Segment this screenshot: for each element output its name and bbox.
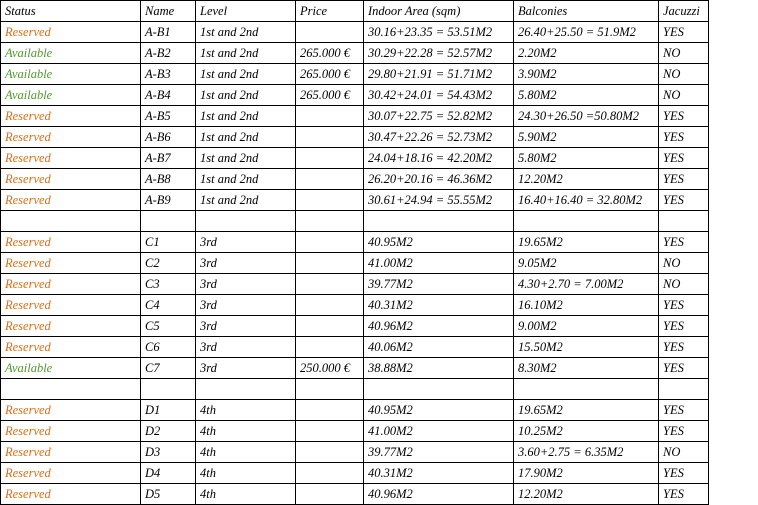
unit-level-cell: 3rd — [196, 253, 296, 274]
unit-indoor-area-cell: 30.29+22.28 = 52.57M2 — [364, 43, 514, 64]
unit-name-cell — [141, 211, 196, 232]
unit-name-cell: D5 — [141, 484, 196, 505]
unit-jacuzzi-cell: YES — [659, 421, 709, 442]
unit-jacuzzi-cell — [659, 379, 709, 400]
unit-name-cell: A-B2 — [141, 43, 196, 64]
unit-balconies-cell: 8.30M2 — [514, 358, 659, 379]
unit-level-cell: 1st and 2nd — [196, 127, 296, 148]
unit-jacuzzi-cell: YES — [659, 400, 709, 421]
unit-balconies-cell: 16.40+16.40 = 32.80M2 — [514, 190, 659, 211]
unit-name-cell: C7 — [141, 358, 196, 379]
unit-indoor-area-cell: 40.96M2 — [364, 484, 514, 505]
unit-indoor-area-cell: 24.04+18.16 = 42.20M2 — [364, 148, 514, 169]
status-badge: Available — [1, 85, 141, 106]
unit-name-cell: A-B6 — [141, 127, 196, 148]
unit-price-cell — [296, 400, 364, 421]
unit-name-cell: C4 — [141, 295, 196, 316]
table-row — [1, 43, 709, 64]
status-badge: Reserved — [1, 316, 141, 337]
unit-jacuzzi-cell: NO — [659, 253, 709, 274]
unit-level-cell: 1st and 2nd — [196, 169, 296, 190]
unit-indoor-area-cell: 40.31M2 — [364, 463, 514, 484]
unit-price-cell — [296, 190, 364, 211]
unit-level-cell: 1st and 2nd — [196, 22, 296, 43]
unit-balconies-cell: 12.20M2 — [514, 169, 659, 190]
unit-level-cell: 3rd — [196, 232, 296, 253]
status-badge: Reserved — [1, 190, 141, 211]
table-row — [1, 400, 709, 421]
unit-name-cell: A-B5 — [141, 106, 196, 127]
unit-indoor-area-cell: 26.20+20.16 = 46.36M2 — [364, 169, 514, 190]
unit-balconies-cell — [514, 211, 659, 232]
unit-level-cell: 3rd — [196, 295, 296, 316]
status-badge — [1, 211, 141, 232]
unit-level-cell: 4th — [196, 400, 296, 421]
table-row — [1, 295, 709, 316]
column-header-indoor-area: Indoor Area (sqm) — [364, 1, 514, 22]
unit-name-cell: D3 — [141, 442, 196, 463]
unit-balconies-cell: 24.30+26.50 =50.80M2 — [514, 106, 659, 127]
status-badge: Reserved — [1, 463, 141, 484]
unit-balconies-cell: 5.80M2 — [514, 148, 659, 169]
unit-name-cell: A-B7 — [141, 148, 196, 169]
unit-price-cell: 265.000 € — [296, 43, 364, 64]
unit-price-cell — [296, 484, 364, 505]
unit-price-cell — [296, 22, 364, 43]
unit-jacuzzi-cell: YES — [659, 127, 709, 148]
table-row — [1, 421, 709, 442]
unit-jacuzzi-cell: YES — [659, 295, 709, 316]
status-badge: Reserved — [1, 484, 141, 505]
table-row-spacer — [1, 211, 709, 232]
status-badge: Reserved — [1, 442, 141, 463]
unit-jacuzzi-cell: YES — [659, 484, 709, 505]
unit-name-cell: D1 — [141, 400, 196, 421]
unit-indoor-area-cell: 41.00M2 — [364, 253, 514, 274]
unit-balconies-cell: 3.60+2.75 = 6.35M2 — [514, 442, 659, 463]
table-row — [1, 85, 709, 106]
status-badge: Reserved — [1, 106, 141, 127]
unit-price-cell — [296, 379, 364, 400]
unit-level-cell: 4th — [196, 463, 296, 484]
unit-balconies-cell: 15.50M2 — [514, 337, 659, 358]
unit-price-cell: 265.000 € — [296, 64, 364, 85]
unit-price-cell — [296, 337, 364, 358]
unit-name-cell: A-B1 — [141, 22, 196, 43]
unit-name-cell: C3 — [141, 274, 196, 295]
unit-name-cell: D4 — [141, 463, 196, 484]
unit-balconies-cell: 16.10M2 — [514, 295, 659, 316]
table-row — [1, 316, 709, 337]
unit-price-cell — [296, 463, 364, 484]
unit-level-cell: 3rd — [196, 274, 296, 295]
table-row — [1, 127, 709, 148]
unit-indoor-area-cell: 40.31M2 — [364, 295, 514, 316]
status-badge: Available — [1, 358, 141, 379]
status-badge: Reserved — [1, 421, 141, 442]
unit-indoor-area-cell — [364, 379, 514, 400]
unit-indoor-area-cell: 39.77M2 — [364, 274, 514, 295]
unit-balconies-cell — [514, 379, 659, 400]
unit-balconies-cell: 19.65M2 — [514, 400, 659, 421]
unit-level-cell: 1st and 2nd — [196, 43, 296, 64]
unit-indoor-area-cell: 38.88M2 — [364, 358, 514, 379]
table-row — [1, 22, 709, 43]
unit-level-cell: 3rd — [196, 358, 296, 379]
unit-name-cell: C5 — [141, 316, 196, 337]
status-badge: Reserved — [1, 253, 141, 274]
unit-level-cell: 4th — [196, 421, 296, 442]
unit-level-cell: 4th — [196, 442, 296, 463]
unit-jacuzzi-cell: NO — [659, 64, 709, 85]
unit-jacuzzi-cell — [659, 211, 709, 232]
status-badge: Reserved — [1, 274, 141, 295]
column-header-level: Level — [196, 1, 296, 22]
unit-jacuzzi-cell: NO — [659, 442, 709, 463]
unit-price-cell — [296, 106, 364, 127]
table-row — [1, 253, 709, 274]
unit-level-cell: 1st and 2nd — [196, 85, 296, 106]
unit-balconies-cell: 19.65M2 — [514, 232, 659, 253]
unit-jacuzzi-cell: YES — [659, 190, 709, 211]
unit-price-cell — [296, 211, 364, 232]
unit-jacuzzi-cell: YES — [659, 22, 709, 43]
unit-indoor-area-cell: 40.96M2 — [364, 316, 514, 337]
unit-balconies-cell: 5.90M2 — [514, 127, 659, 148]
unit-name-cell: C1 — [141, 232, 196, 253]
status-badge: Reserved — [1, 400, 141, 421]
unit-balconies-cell: 26.40+25.50 = 51.9M2 — [514, 22, 659, 43]
status-badge: Reserved — [1, 169, 141, 190]
column-header-jacuzzi: Jacuzzi — [659, 1, 709, 22]
unit-level-cell: 4th — [196, 484, 296, 505]
unit-indoor-area-cell: 41.00M2 — [364, 421, 514, 442]
status-badge — [1, 379, 141, 400]
table-row — [1, 274, 709, 295]
unit-jacuzzi-cell: NO — [659, 274, 709, 295]
unit-level-cell: 1st and 2nd — [196, 190, 296, 211]
unit-name-cell: C2 — [141, 253, 196, 274]
table-header — [1, 1, 709, 22]
unit-indoor-area-cell: 30.61+24.94 = 55.55M2 — [364, 190, 514, 211]
unit-balconies-cell: 2.20M2 — [514, 43, 659, 64]
unit-jacuzzi-cell: YES — [659, 106, 709, 127]
table-row — [1, 148, 709, 169]
column-header-name: Name — [141, 1, 196, 22]
unit-level-cell: 3rd — [196, 316, 296, 337]
table-row — [1, 106, 709, 127]
unit-name-cell: C6 — [141, 337, 196, 358]
unit-price-cell — [296, 169, 364, 190]
column-header-price: Price — [296, 1, 364, 22]
unit-indoor-area-cell: 30.07+22.75 = 52.82M2 — [364, 106, 514, 127]
status-badge: Reserved — [1, 127, 141, 148]
unit-jacuzzi-cell: NO — [659, 85, 709, 106]
unit-indoor-area-cell — [364, 211, 514, 232]
table-row — [1, 190, 709, 211]
table-row — [1, 64, 709, 85]
unit-indoor-area-cell: 39.77M2 — [364, 442, 514, 463]
unit-price-cell — [296, 316, 364, 337]
unit-jacuzzi-cell: YES — [659, 316, 709, 337]
unit-price-cell — [296, 253, 364, 274]
unit-price-cell: 250.000 € — [296, 358, 364, 379]
unit-balconies-cell: 9.00M2 — [514, 316, 659, 337]
table-row — [1, 442, 709, 463]
unit-jacuzzi-cell: YES — [659, 232, 709, 253]
status-badge: Available — [1, 64, 141, 85]
table-body — [1, 22, 709, 505]
unit-price-cell — [296, 232, 364, 253]
column-header-status: Status — [1, 1, 141, 22]
unit-jacuzzi-cell: YES — [659, 148, 709, 169]
status-badge: Reserved — [1, 148, 141, 169]
table-row — [1, 337, 709, 358]
unit-indoor-area-cell: 29.80+21.91 = 51.71M2 — [364, 64, 514, 85]
table-row-spacer — [1, 379, 709, 400]
unit-jacuzzi-cell: YES — [659, 358, 709, 379]
unit-balconies-cell: 10.25M2 — [514, 421, 659, 442]
header-row — [1, 1, 709, 22]
unit-level-cell: 1st and 2nd — [196, 148, 296, 169]
unit-jacuzzi-cell: YES — [659, 337, 709, 358]
unit-jacuzzi-cell: YES — [659, 463, 709, 484]
status-badge: Reserved — [1, 295, 141, 316]
unit-balconies-cell: 17.90M2 — [514, 463, 659, 484]
table-row — [1, 463, 709, 484]
unit-level-cell: 1st and 2nd — [196, 64, 296, 85]
status-badge: Reserved — [1, 22, 141, 43]
unit-balconies-cell: 4.30+2.70 = 7.00M2 — [514, 274, 659, 295]
unit-balconies-cell: 5.80M2 — [514, 85, 659, 106]
table-row — [1, 232, 709, 253]
unit-name-cell: D2 — [141, 421, 196, 442]
unit-price-cell — [296, 442, 364, 463]
unit-indoor-area-cell: 40.95M2 — [364, 400, 514, 421]
table-row — [1, 484, 709, 505]
unit-level-cell: 1st and 2nd — [196, 106, 296, 127]
unit-balconies-cell: 9.05M2 — [514, 253, 659, 274]
unit-level-cell — [196, 211, 296, 232]
unit-indoor-area-cell: 30.42+24.01 = 54.43M2 — [364, 85, 514, 106]
unit-jacuzzi-cell: YES — [659, 169, 709, 190]
unit-balconies-cell: 12.20M2 — [514, 484, 659, 505]
status-badge: Reserved — [1, 232, 141, 253]
unit-indoor-area-cell: 30.47+22.26 = 52.73M2 — [364, 127, 514, 148]
unit-name-cell: A-B8 — [141, 169, 196, 190]
unit-name-cell: A-B3 — [141, 64, 196, 85]
unit-jacuzzi-cell: NO — [659, 43, 709, 64]
unit-indoor-area-cell: 30.16+23.35 = 53.51M2 — [364, 22, 514, 43]
table-row — [1, 169, 709, 190]
unit-price-cell: 265.000 € — [296, 85, 364, 106]
unit-price-cell — [296, 148, 364, 169]
unit-level-cell — [196, 379, 296, 400]
unit-indoor-area-cell: 40.06M2 — [364, 337, 514, 358]
status-badge: Available — [1, 43, 141, 64]
unit-balconies-cell: 3.90M2 — [514, 64, 659, 85]
unit-name-cell — [141, 379, 196, 400]
status-badge: Reserved — [1, 337, 141, 358]
unit-price-cell — [296, 127, 364, 148]
table-row — [1, 358, 709, 379]
unit-name-cell: A-B9 — [141, 190, 196, 211]
unit-price-cell — [296, 274, 364, 295]
unit-name-cell: A-B4 — [141, 85, 196, 106]
column-header-balconies: Balconies — [514, 1, 659, 22]
unit-price-cell — [296, 295, 364, 316]
unit-indoor-area-cell: 40.95M2 — [364, 232, 514, 253]
unit-level-cell: 3rd — [196, 337, 296, 358]
unit-price-cell — [296, 421, 364, 442]
